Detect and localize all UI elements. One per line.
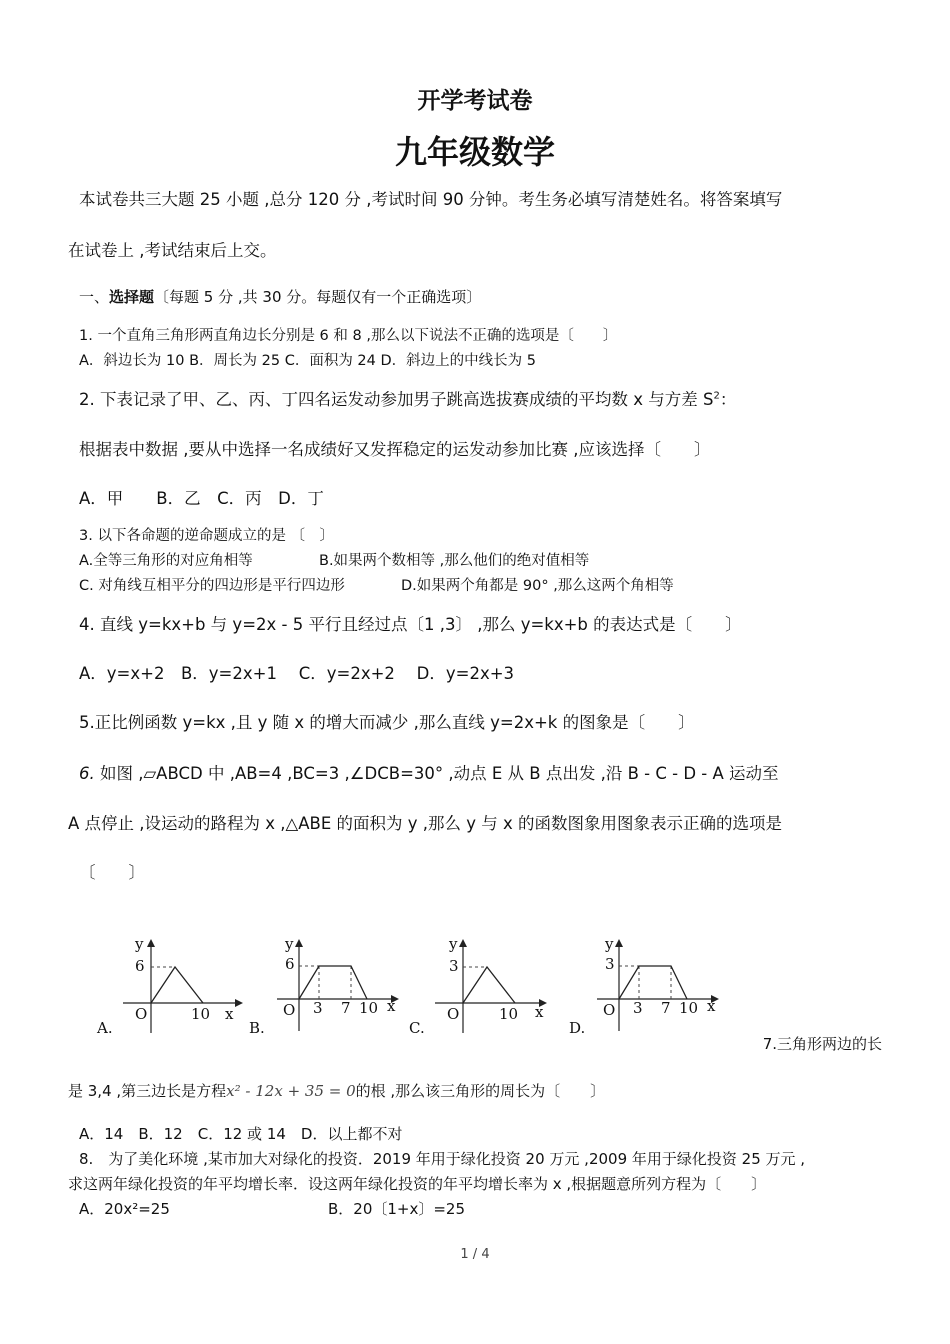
graph-d-x-tick-1: 3 [633,999,643,1017]
graph-b-x-tick-2: 7 [341,999,351,1017]
question-3-option-c: C. 对角线互相平分的四边形是平行四边形 [79,578,345,594]
question-3-option-a: A.全等三角形的对应角相等 [79,553,253,569]
section-name: 选择题 [109,288,155,306]
graph-c-curve [463,967,515,1003]
graph-c-x-label: x [535,1003,544,1021]
question-1-options: A．斜边长为 10 B．周长为 25 C．面积为 24 D．斜边上的中线长为 5 [79,353,536,369]
graph-d-x-label: x [707,997,716,1015]
intro-line-2: 在试卷上 ,考试结束后上交。 [68,241,277,260]
question-6-line-3: 〔 〕 [79,863,145,882]
question-2-options: A．甲 B．乙 C．丙 D．丁 [79,489,324,508]
graph-b-y-label: y [285,935,294,953]
exam-title: 开学考试卷 [417,88,533,114]
graph-b-curve [299,966,367,999]
question-2-superscript: 2 [713,390,720,402]
question-2-stem [79,386,736,410]
question-7-part-1: 7.三角形两边的长 [762,1035,882,1053]
section-prefix: 一、 [79,288,110,306]
graph-c-x-tick: 10 [499,1005,519,1023]
question-5-stem: 5.正比例函数 y=kx ,且 y 随 x 的增大而减少 ,那么直线 y=2x+k 的图象是〔 〕 [79,713,695,732]
question-2-line-2: 根据表中数据 ,要从中选择一名成绩好又发挥稳定的运发动参加比赛 ,应该选择〔 〕 [79,440,711,459]
question-4-options: A．y=x+2 B．y=2x+1 C．y=2x+2 D．y=2x+3 [79,664,515,683]
graph-d [567,935,727,1040]
question-6-line-1-text: 如图 ,▱ABCD 中 ,AB=4 ,BC=3 ,∠DCB=30° ,动点 E 从 B 点出发 ,沿 B - C - D - A 运动至 [94,764,779,783]
graph-c-svg [407,935,557,1040]
question-8-option-a: A．20x²=25 [79,1200,170,1218]
graph-c-y-tick: 3 [449,957,459,975]
exam-subtitle: 九年级数学 [394,133,555,171]
graph-d-y-tick: 3 [605,955,615,973]
section-note: 〔每题 5 分 ,共 30 分。每题仅有一个正确选项〕 [154,288,482,306]
question-6-number: 6. [79,764,95,783]
graph-d-curve [619,966,687,999]
graph-b-x-tick-1: 3 [313,999,323,1017]
graph-c-y-arrow [459,939,467,947]
graph-a-x-label: x [225,1005,234,1023]
graph-b-svg [247,935,407,1040]
graph-c-origin: O [447,1005,460,1023]
question-3-stem: 3. 以下各命题的逆命题成立的是 〔 〕 [79,528,335,544]
section-heading [79,286,481,307]
graph-b-origin: O [283,1001,296,1019]
graph-a-curve [151,967,203,1003]
graph-a-label: A. [97,1019,113,1037]
graph-a-svg [95,935,245,1040]
graph-d-x-tick-2: 7 [661,999,671,1017]
graph-c [407,935,557,1040]
question-7-part-2: 是 3,4 ,第三边长是方程 [68,1082,227,1100]
question-6-line-1 [79,760,779,784]
graph-b-x-tick-3: 10 [359,999,379,1017]
graph-d-y-label: y [605,935,614,953]
graph-b [247,935,407,1040]
graph-b-label: B. [249,1019,265,1037]
question-8-option-b: B．20〔1+x〕=25 [328,1200,466,1218]
question-2-stem-text: 2. 下表记录了甲、乙、丙、丁四名运发动参加男子跳高选拔赛成绩的平均数 x 与方差 S [79,390,714,409]
graph-a [95,935,245,1040]
graph-a-y-label: y [135,935,144,953]
question-7-part-3: 的根 ,那么该三角形的周长为〔 〕 [355,1082,606,1100]
question-7-options: A．14 B．12 C．12 或 14 D．以上都不对 [79,1125,403,1143]
graph-a-y-arrow [147,939,155,947]
graph-a-y-tick: 6 [135,957,145,975]
graph-c-label: C. [409,1019,425,1037]
graph-a-x-arrow [235,999,243,1007]
page-number: 1 / 4 [460,1247,490,1262]
graph-b-x-label: x [387,997,396,1015]
graph-d-label: D. [569,1019,586,1037]
question-1-stem: 1. 一个直角三角形两直角边长分别是 6 和 8 ,那么以下说法不正确的选项是〔 〕 [79,328,618,344]
question-7-equation: x² - 12x + 35 = 0 [226,1082,356,1100]
graph-a-x-tick: 10 [191,1005,211,1023]
question-3-option-d: D.如果两个角都是 90° ,那么这两个角相等 [401,578,674,594]
question-2-stem-end: ： [719,390,737,409]
graph-d-x-tick-3: 10 [679,999,699,1017]
question-8-line-1: 8. 为了美化环境 ,某市加大对绿化的投资．2019 年用于绿化投资 20 万元 ,2009 年用于绿化投资 25 万元 , [79,1150,806,1168]
question-3-option-b: B.如果两个数相等 ,那么他们的绝对值相等 [319,553,590,569]
graph-c-y-label: y [449,935,458,953]
intro-line-1: 本试卷共三大题 25 小题 ,总分 120 分 ,考试时间 90 分钟。考生务必填写清楚姓名。将答案填写 [79,190,783,209]
graph-d-origin: O [603,1001,616,1019]
graph-a-origin: O [135,1005,148,1023]
question-7-line-2 [68,1080,605,1101]
graph-b-y-arrow [295,939,303,947]
graph-d-y-arrow [615,939,623,947]
question-8-line-2: 求这两年绿化投资的年平均增长率．设这两年绿化投资的年平均增长率为 x ,根据题意所列方程为〔 〕 [68,1175,767,1193]
graph-b-y-tick: 6 [285,955,295,973]
graph-d-svg [567,935,727,1040]
question-4-stem: 4. 直线 y=kx+b 与 y=2x - 5 平行且经过点〔1 ,3〕 ,那么 y=kx+b 的表达式是〔 〕 [79,615,742,634]
question-6-line-2: A 点停止 ,设运动的路程为 x ,△ABE 的面积为 y ,那么 y 与 x 的函数图象用图象表示正确的选项是 [68,814,782,833]
